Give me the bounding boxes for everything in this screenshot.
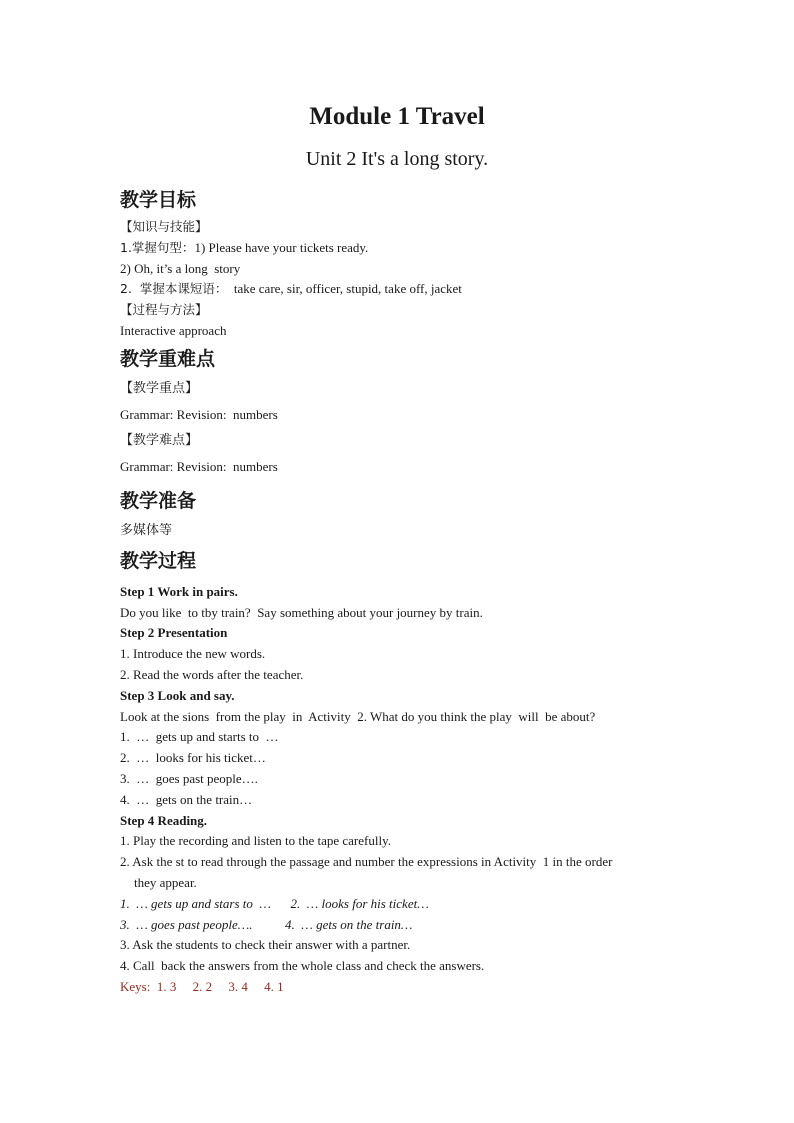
objective-line-1-cn: 1.掌握句型： — [120, 239, 195, 255]
objectives-heading: 教学目标 — [120, 189, 197, 211]
step3-item: 2. … looks for his ticket… — [120, 750, 266, 766]
step4-item-2-cont: they appear. — [134, 874, 197, 890]
step1-title: Step 1 Work in pairs. — [120, 583, 238, 599]
step4-order-line-2: 3. … goes past people…. 4. … gets on the train… — [120, 916, 413, 932]
answer-keys: Keys: 1. 3 2. 2 3. 4 4. 1 — [120, 978, 284, 994]
step3-item: 3. … goes past people…. — [120, 770, 258, 786]
step4-title: Step 4 Reading. — [120, 812, 208, 828]
objective-line-2: 2) Oh, it’s a long story — [120, 260, 241, 276]
step2-item: 1. Introduce the new words. — [120, 646, 266, 662]
difficulty-text: Grammar: Revision: numbers — [120, 458, 278, 474]
focus-label: 【教学重点】 — [120, 380, 199, 396]
step4-item-4: 4. Call back the answers from the whole class and check the answers. — [120, 958, 485, 974]
objective-line-3-cn: 2. 掌握本课短语： — [120, 281, 228, 297]
step1-text: Do you like to tby train? Say something about your journey by train. — [120, 604, 483, 620]
step3-title: Step 3 Look and say. — [120, 687, 235, 703]
document-subtitle: Unit 2 It's a long story. — [305, 148, 489, 170]
preparation-text: 多媒体等 — [120, 522, 173, 538]
objective-line-3 — [120, 279, 680, 300]
step4-item-2: 2. Ask the st to read through the passage and number the expressions in Activity 1 in the order — [120, 854, 613, 870]
difficulty-label: 【教学难点】 — [120, 432, 199, 448]
focus-text: Grammar: Revision: numbers — [120, 406, 278, 422]
objective-line-3-en: take care, sir, officer, stupid, take off, jacket — [227, 281, 462, 297]
objective-line-1 — [120, 238, 680, 259]
step3-item: 1. … gets up and starts to … — [120, 729, 279, 745]
procedure-heading: 教学过程 — [120, 549, 197, 572]
step3-text: Look at the sions from the play in Activity 2. What do you think the play will be about? — [120, 708, 596, 724]
step2-item: 2. Read the words after the teacher. — [120, 666, 304, 682]
key-points-heading: 教学重难点 — [120, 347, 216, 370]
step2-title: Step 2 Presentation — [120, 625, 228, 641]
objective-line-1-en: 1) Please have your tickets ready. — [194, 239, 369, 255]
step3-item: 4. … gets on the train… — [120, 791, 253, 807]
document-body — [120, 183, 680, 998]
knowledge-label: 【知识与技能】 — [120, 219, 208, 234]
process-label: 【过程与方法】 — [120, 302, 208, 318]
step4-item-1: 1. Play the recording and listen to the tape carefully. — [120, 833, 391, 849]
document-title: Module 1 Travel — [309, 103, 485, 130]
step4-order-line-1: 1. … gets up and stars to … 2. … looks for his ticket… — [120, 895, 429, 911]
preparation-heading: 教学准备 — [120, 489, 197, 512]
process-text: Interactive approach — [120, 322, 227, 338]
step4-item-3: 3. Ask the students to check their answer with a partner. — [120, 937, 411, 953]
